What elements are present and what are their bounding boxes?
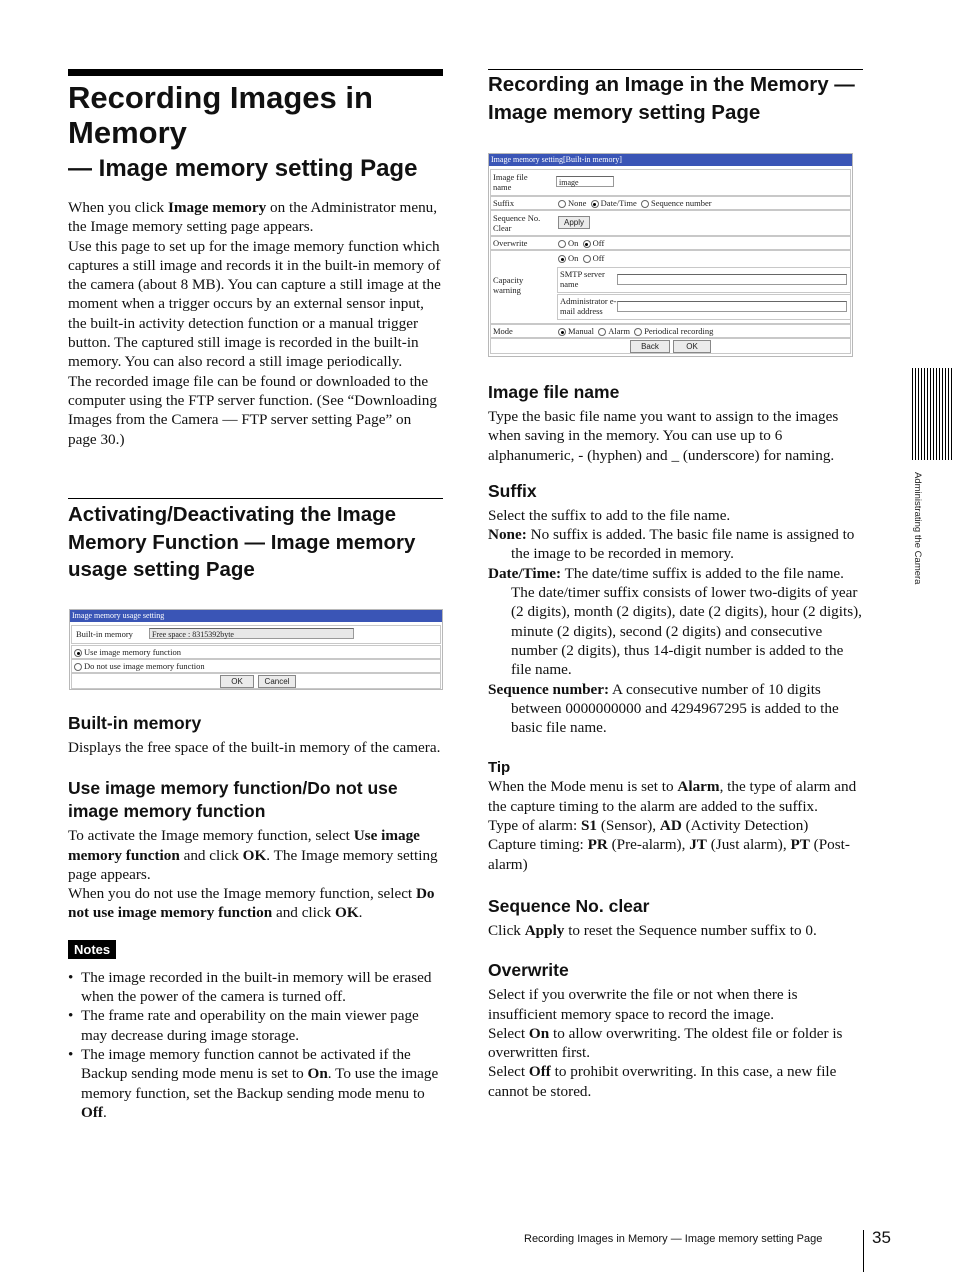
image-file-heading: Image file name bbox=[488, 382, 620, 402]
intro-para-3: The recorded image file can be found or downloaded to the computer using the FTP server function. (See “Downloading Images from the Camera — FTP server setting Page” on page 30.) bbox=[68, 372, 437, 448]
suffix-heading: Suffix bbox=[488, 480, 537, 501]
notes-badge: Notes bbox=[68, 940, 116, 959]
suffix-options[interactable]: None Date/Time Sequence number bbox=[558, 198, 712, 208]
radio-on-icon[interactable] bbox=[74, 649, 82, 657]
overwrite-text-3: Select Off to prohibit overwriting. In this case, a new file cannot be stored. bbox=[488, 1063, 837, 1100]
capacity-label: Capacity warning bbox=[493, 275, 524, 295]
suffix-datetime-detail: The date/timer suffix consists of lower two-digits of year (2 digits), month (2 digits), date (2 digits), hour (2 digits), minute (2 digits), second (2 digits) and consecutive number (2 digits), thus 14-digit number is added to the file name. bbox=[511, 584, 862, 679]
builtin-heading: Built-in memory bbox=[68, 713, 202, 733]
section-rule bbox=[488, 69, 863, 70]
builtin-row bbox=[71, 625, 441, 644]
admin-input[interactable] bbox=[617, 301, 847, 312]
overwrite-row bbox=[490, 236, 851, 250]
apply-button[interactable]: Apply bbox=[558, 216, 590, 229]
mode-row bbox=[490, 324, 851, 338]
tip-text-1: When the Mode menu is set to Alarm, the type of alarm and the capture timing to the alarm are added to the suffix. bbox=[488, 778, 857, 815]
image-file-input[interactable]: image bbox=[556, 176, 614, 187]
back-button[interactable]: Back bbox=[630, 340, 670, 353]
page-number: 35 bbox=[872, 1228, 891, 1247]
suffix-datetime-def: Date/Time: The date/time suffix is added to the file name. bbox=[488, 564, 844, 582]
smtp-input[interactable] bbox=[617, 274, 847, 285]
mode-label: Mode bbox=[493, 326, 513, 336]
overwrite-options[interactable]: On Off bbox=[558, 238, 604, 248]
radio-off-icon[interactable] bbox=[641, 200, 649, 208]
footer-rule bbox=[863, 1230, 864, 1272]
suffix-none-def: None: No suffix is added. The basic file name is assigned to the image to be recorded in memory. bbox=[488, 526, 855, 563]
usage-setting-screenshot bbox=[69, 609, 443, 690]
seq-clear-text: Click Apply to reset the Sequence number suffix to 0. bbox=[488, 921, 817, 939]
radio-off-icon[interactable] bbox=[74, 663, 82, 671]
smtp-label: SMTP server name bbox=[560, 269, 605, 289]
intro-para-2: Use this page to set up for the image memory function which captures a still image and records it in the built-in memory of the camera (about 8 MB). You can capture a still image at the moment when a trigger occurs by an external sensor input, the built-in activity detection function or a manual trigger button. The captured still image is recorded in the built-in memory. You can also record a still image periodically. bbox=[68, 237, 441, 371]
tip-text-3: Capture timing: PR (Pre-alarm), JT (Just alarm), PT (Post-alarm) bbox=[488, 836, 850, 873]
seq-clear-heading: Sequence No. clear bbox=[488, 895, 650, 916]
page-title: Recording Images in Memory bbox=[68, 80, 373, 150]
image-file-text: Type the basic file name you want to assign to the images when saving in the memory. You can use up to 6 alphanumeric, - (hyphen) and _ (underscore) for naming. bbox=[488, 408, 839, 464]
radio-off-icon[interactable] bbox=[598, 328, 606, 336]
builtin-section bbox=[68, 712, 443, 1122]
note-item: • The frame rate and operability on the main viewer page may decrease during image storage. bbox=[68, 1006, 443, 1045]
admin-row bbox=[557, 294, 851, 320]
ok-button[interactable]: OK bbox=[220, 675, 254, 688]
usage-title: Image memory usage setting bbox=[70, 610, 442, 622]
cancel-button[interactable]: Cancel bbox=[258, 675, 296, 688]
not-use-row bbox=[71, 659, 441, 673]
capacity-options[interactable]: On Off bbox=[558, 253, 604, 263]
section-rule bbox=[68, 498, 443, 499]
notes-list bbox=[68, 968, 443, 1122]
nav-button-row bbox=[490, 338, 851, 354]
suffix-label: Suffix bbox=[493, 198, 515, 208]
suffix-intro: Select the suffix to add to the file name. bbox=[488, 506, 731, 524]
not-use-option[interactable]: Do not use image memory function bbox=[74, 661, 205, 671]
note-item: • The image recorded in the built-in memory will be erased when the power of the camera is turned off. bbox=[68, 968, 443, 1007]
seq-clear-row bbox=[490, 210, 851, 236]
radio-on-icon[interactable] bbox=[591, 200, 599, 208]
page-subtitle: — Image memory setting Page bbox=[68, 155, 418, 182]
button-row bbox=[71, 673, 441, 689]
seq-clear-label: Sequence No. Clear bbox=[493, 213, 541, 233]
intro-section bbox=[68, 198, 443, 449]
side-tab-label: Administrating the Camera bbox=[912, 472, 923, 585]
overwrite-heading: Overwrite bbox=[488, 960, 569, 981]
use-row bbox=[71, 645, 441, 659]
radio-off-icon[interactable] bbox=[583, 255, 591, 263]
free-space-field: Free space : 8315392byte bbox=[149, 628, 354, 639]
radio-on-icon[interactable] bbox=[558, 255, 566, 263]
ok-button[interactable]: OK bbox=[673, 340, 711, 353]
image-file-row bbox=[490, 169, 851, 196]
use-option[interactable]: Use image memory function bbox=[74, 647, 181, 657]
activate-section bbox=[68, 498, 443, 584]
radio-on-icon[interactable] bbox=[583, 240, 591, 248]
side-tab-bars bbox=[912, 368, 954, 460]
use-text-2: When you do not use the Image memory function, select Do not use image memory function and click OK. bbox=[68, 885, 435, 922]
radio-off-icon[interactable] bbox=[634, 328, 642, 336]
intro-para-1: When you click Image memory on the Administrator menu, the Image memory setting page appears. bbox=[68, 199, 438, 236]
overwrite-text-2: Select On to allow overwriting. The oldest file or folder is overwritten first. bbox=[488, 1024, 843, 1062]
note-item: • The image memory function cannot be activated if the Backup sending mode menu is set to On. To use the image memory function, set the Backup sending mode menu to Off. bbox=[68, 1045, 443, 1122]
activate-heading: Activating/Deactivating the Image Memory Function — Image memory usage setting Page bbox=[68, 503, 416, 581]
radio-on-icon[interactable] bbox=[558, 328, 566, 336]
right-body bbox=[488, 381, 863, 1101]
smtp-row bbox=[557, 267, 851, 293]
tip-heading: Tip bbox=[488, 759, 511, 777]
suffix-seq-def: Sequence number: A consecutive number of 10 digits between 0000000000 and 4294967295 is added to the basic file name. bbox=[488, 680, 839, 737]
overwrite-label: Overwrite bbox=[493, 238, 528, 248]
capacity-row bbox=[490, 250, 851, 324]
suffix-row bbox=[490, 196, 851, 210]
image-file-label: Image file name bbox=[493, 172, 528, 192]
mode-options[interactable]: Manual Alarm Periodical recording bbox=[558, 326, 713, 336]
tip-text-2: Type of alarm: S1 (Sensor), AD (Activity Detection) bbox=[488, 817, 809, 835]
overwrite-text-1: Select if you overwrite the file or not when there is insufficient memory space to record the image. bbox=[488, 986, 798, 1023]
admin-label: Administrator e-mail address bbox=[560, 296, 617, 316]
setting-title: Image memory setting[Built-in memory] bbox=[489, 154, 852, 166]
radio-off-icon[interactable] bbox=[558, 200, 566, 208]
radio-off-icon[interactable] bbox=[558, 240, 566, 248]
footer-text: Recording Images in Memory — Image memory setting Page bbox=[524, 1233, 823, 1245]
use-heading: Use image memory function/Do not use image memory function bbox=[68, 778, 398, 822]
builtin-text: Displays the free space of the built-in memory of the camera. bbox=[68, 739, 441, 756]
use-text-1: To activate the Image memory function, select Use image memory function and click OK. The Image memory setting page appears. bbox=[68, 827, 438, 883]
title-bar-rule bbox=[68, 69, 443, 76]
recording-heading: Recording an Image in the Memory — Image memory setting Page bbox=[488, 73, 855, 124]
builtin-label: Built-in memory bbox=[76, 629, 133, 639]
recording-section bbox=[488, 69, 863, 126]
memory-setting-screenshot bbox=[488, 153, 853, 357]
